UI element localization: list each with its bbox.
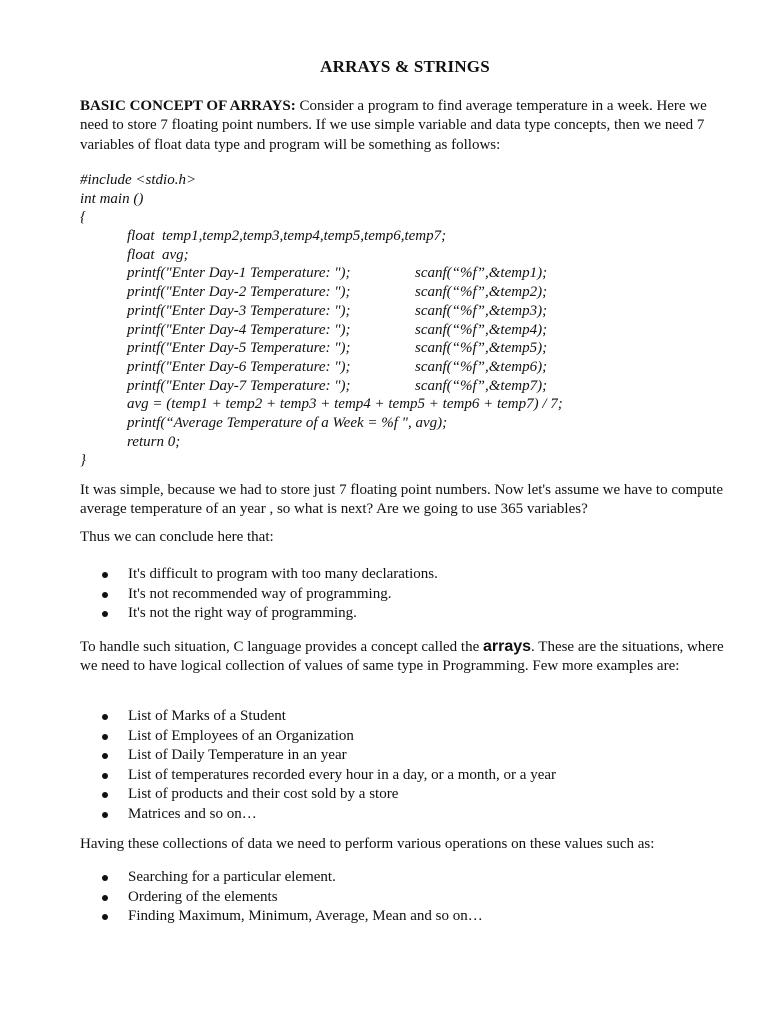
code-scanf: scanf(“%f”,&temp3);	[415, 302, 548, 319]
code-scanf: scanf(“%f”,&temp7);	[415, 377, 548, 394]
code-scanf: scanf(“%f”,&temp5);	[415, 340, 548, 357]
code-line	[80, 283, 728, 302]
code-printf: printf("Enter Day-5 Temperature: ");	[127, 340, 351, 357]
list-item	[80, 805, 728, 825]
arrays-keyword: arrays	[483, 638, 532, 655]
bullet-icon	[102, 714, 108, 720]
list-item	[80, 746, 728, 766]
code-scanf: scanf(“%f”,&temp2);	[415, 284, 548, 301]
bullet-icon	[102, 572, 108, 578]
list-item-text: It's not recommended way of programming.	[128, 585, 392, 602]
intro-paragraph	[80, 97, 728, 155]
list-item	[80, 907, 728, 927]
list-item-text: It's not the right way of programming.	[128, 605, 357, 621]
list-item	[80, 604, 728, 624]
list-item-text: List of Daily Temperature in an year	[128, 747, 347, 763]
code-line: }	[80, 452, 86, 469]
code-line	[80, 227, 728, 246]
list-item	[80, 888, 728, 908]
code-line	[80, 433, 728, 452]
bullet-icon	[102, 914, 108, 920]
list-item	[80, 585, 728, 605]
paragraph-arrays-concept	[80, 637, 728, 677]
code-line	[80, 302, 728, 321]
code-line	[80, 264, 728, 283]
code-line: {	[80, 209, 86, 226]
code-text: float temp1,temp2,temp3,temp4,temp5,temp6,temp7;	[127, 228, 447, 245]
para4-after: . These are the situations, where we need to have logical collection of values of same type in Programming. Few more examples are:	[80, 639, 724, 675]
list-item-text: Finding Maximum, Minimum, Average, Mean and so on…	[128, 908, 483, 924]
code-text: avg = (temp1 + temp2 + temp3 + temp4 + temp5 + temp6 + temp7) / 7;	[127, 396, 563, 413]
code-line	[80, 395, 728, 414]
paragraph-365-variables: It was simple, because we had to store just 7 floating point numbers. Now let's assume we have to compute average temperature of an year , so what is next? Are we going to use 365 variables?	[80, 482, 723, 518]
code-printf: printf("Enter Day-7 Temperature: ");	[127, 377, 351, 394]
bullet-icon	[102, 773, 108, 779]
para4-before: To handle such situation, C language provides a concept called the	[80, 639, 483, 655]
code-text: float avg;	[127, 246, 189, 263]
list-item-text: It's difficult to program with too many declarations.	[128, 566, 438, 582]
list-item-text: Searching for a particular element.	[128, 869, 336, 885]
paragraph-operations: Having these collections of data we need to perform various operations on these values such as:	[80, 836, 655, 852]
bullet-icon	[102, 611, 108, 617]
code-scanf: scanf(“%f”,&temp6);	[415, 358, 548, 375]
list-item-text: List of Employees of an Organization	[128, 727, 354, 744]
code-text: return 0;	[127, 433, 181, 450]
list-item	[80, 868, 728, 888]
code-printf: printf("Enter Day-6 Temperature: ");	[127, 358, 351, 375]
code-line	[80, 339, 728, 358]
code-line	[80, 246, 728, 265]
code-printf: printf("Enter Day-1 Temperature: ");	[127, 265, 351, 282]
bullet-icon	[102, 875, 108, 881]
bullet-icon	[102, 592, 108, 598]
list-item	[80, 785, 728, 805]
bullet-icon	[102, 734, 108, 740]
code-line	[80, 414, 728, 433]
list-item-text: Matrices and so on…	[128, 805, 257, 822]
bullet-list-operations	[80, 868, 728, 927]
list-item-text: Ordering of the elements	[128, 888, 278, 905]
code-scanf: scanf(“%f”,&temp4);	[415, 321, 548, 338]
bullet-list-examples	[80, 707, 728, 824]
code-printf: printf("Enter Day-2 Temperature: ");	[127, 284, 351, 301]
list-item	[80, 727, 728, 747]
intro-lead: BASIC CONCEPT OF ARRAYS:	[80, 98, 296, 114]
bullet-icon	[102, 792, 108, 798]
list-item-text: List of products and their cost sold by a store	[128, 786, 399, 802]
code-scanf: scanf(“%f”,&temp1);	[415, 265, 548, 282]
code-line	[80, 321, 728, 340]
list-item	[80, 707, 728, 727]
bullet-icon	[102, 812, 108, 818]
list-item	[80, 766, 728, 786]
code-line: int main ()	[80, 190, 144, 207]
code-line	[80, 358, 728, 377]
intro-text: Consider a program to find average temperature in a week. Here we need to store 7 floating point numbers. If we use simple variable and data type concepts, then we need 7 variables of float data type and program will be something as follows:	[80, 98, 707, 153]
bullet-icon	[102, 753, 108, 759]
list-item	[80, 565, 728, 585]
paragraph-conclude: Thus we can conclude here that:	[80, 529, 274, 545]
code-printf: printf("Enter Day-3 Temperature: ");	[127, 302, 351, 319]
code-printf: printf("Enter Day-4 Temperature: ");	[127, 321, 351, 338]
bullet-list-conclusions	[80, 565, 728, 624]
bullet-icon	[102, 895, 108, 901]
code-block	[80, 171, 728, 470]
page-title: ARRAYS & STRINGS	[320, 57, 490, 76]
code-line: #include <stdio.h>	[80, 172, 197, 188]
code-text: printf(“Average Temperature of a Week = %f ", avg);	[127, 414, 448, 431]
list-item-text: List of Marks of a Student	[128, 708, 286, 724]
list-item-text: List of temperatures recorded every hour in a day, or a month, or a year	[128, 766, 557, 783]
code-line	[80, 377, 728, 396]
